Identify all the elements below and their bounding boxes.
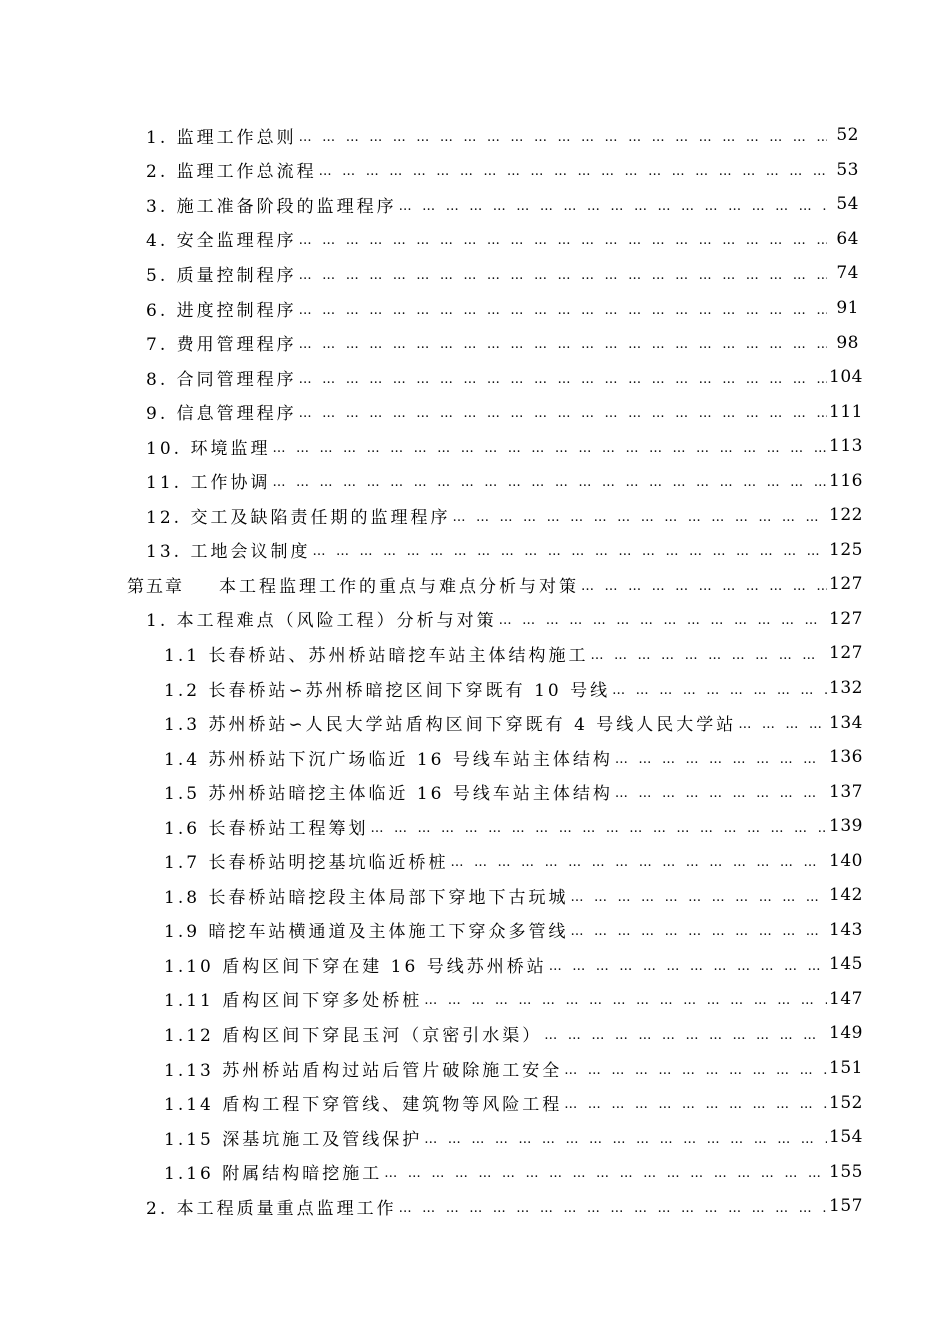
- toc-entry[interactable]: [0, 567, 950, 602]
- toc-page-number: 134: [829, 712, 863, 733]
- toc-title-text: 1.10 盾构区间下穿在建 16 号线苏州桥站: [164, 956, 547, 977]
- toc-title-text: 3. 施工准备阶段的监理程序: [146, 196, 397, 217]
- toc-page-number: 64: [836, 228, 859, 249]
- toc-entry[interactable]: [0, 222, 950, 257]
- toc-dot-leader: [570, 924, 827, 939]
- toc-page-number: 98: [836, 332, 859, 353]
- toc-page-number: 122: [829, 505, 863, 526]
- toc-entry[interactable]: [0, 878, 950, 913]
- toc-entry-title: [146, 503, 450, 528]
- toc-entry-title: [164, 1090, 562, 1115]
- toc-dot-leader: [299, 372, 827, 387]
- toc-dot-leader: [399, 199, 827, 214]
- toc-entry[interactable]: [0, 947, 950, 982]
- toc-title-text: 13. 工地会议制度: [146, 542, 311, 563]
- toc-dot-leader: [564, 1097, 827, 1112]
- toc-title-text: 1.6 长春桥站工程筹划: [164, 818, 369, 839]
- toc-entry[interactable]: [0, 982, 950, 1017]
- toc-chapter-label: 第五章: [127, 576, 184, 597]
- toc-dot-leader: [424, 1132, 827, 1147]
- toc-dot-leader: [299, 337, 827, 352]
- toc-page-number: 142: [829, 885, 863, 906]
- toc-title-text: 4. 安全监理程序: [146, 231, 297, 252]
- toc-page-number: 74: [836, 263, 859, 284]
- toc-entry[interactable]: [0, 809, 950, 844]
- toc-title-text: 1.9 暗挖车站横通道及主体施工下穿众多管线: [164, 922, 569, 943]
- toc-dot-leader: [299, 406, 827, 421]
- toc-entry[interactable]: [0, 360, 950, 395]
- toc-page-number: 136: [829, 747, 863, 768]
- toc-entry[interactable]: [0, 429, 950, 464]
- toc-dot-leader: [384, 1166, 827, 1181]
- toc-dot-leader: [570, 890, 827, 905]
- toc-dot-leader: [612, 683, 827, 698]
- toc-entry[interactable]: [0, 153, 950, 188]
- toc-page-number: 147: [829, 988, 863, 1009]
- toc-dot-leader: [424, 993, 827, 1008]
- toc-entry-title: [164, 883, 568, 908]
- toc-entry-title: [146, 1194, 397, 1219]
- toc-dot-leader: [615, 752, 827, 767]
- toc-page-number: 137: [829, 781, 863, 802]
- toc-entry-title: [164, 986, 422, 1011]
- toc-entry-title: [146, 468, 270, 493]
- toc-entry[interactable]: [0, 118, 950, 153]
- toc-title-text: 10. 环境监理: [146, 438, 271, 459]
- toc-page-number: 152: [829, 1092, 863, 1113]
- toc-entry[interactable]: [0, 187, 950, 222]
- toc-page-number: 149: [829, 1023, 863, 1044]
- toc-page-number: 132: [829, 678, 863, 699]
- toc-entry-title: [146, 330, 297, 355]
- toc-page-number: 91: [836, 298, 859, 318]
- toc-dot-leader: [272, 441, 827, 456]
- toc-page-number: 127: [829, 643, 863, 664]
- toc-dot-leader: [615, 786, 827, 801]
- toc-title-text: 1.4 苏州桥站下沉广场临近 16 号线车站主体结构: [164, 749, 613, 770]
- toc-page-number: 140: [829, 850, 863, 871]
- toc-entry[interactable]: [0, 498, 950, 533]
- toc-entry[interactable]: [0, 1016, 950, 1051]
- toc-title-text: 本工程监理工作的重点与难点分析与对策: [219, 576, 579, 597]
- toc-title-text: 6. 进度控制程序: [146, 300, 297, 321]
- toc-entry-title: [164, 676, 610, 701]
- toc-title-text: 1. 本工程难点（风险工程）分析与对策: [146, 611, 497, 632]
- toc-dot-leader: [319, 164, 827, 179]
- toc-title-text: 1.1 长春桥站、苏州桥站暗挖车站主体结构施工: [164, 645, 589, 666]
- toc-title-text: 1.12 盾构区间下穿昆玉河（京密引水渠）: [164, 1025, 543, 1046]
- toc-entry[interactable]: [0, 843, 950, 878]
- toc-page-number: 145: [829, 954, 863, 975]
- toc-entry-title: [164, 1021, 542, 1046]
- toc-dot-leader: [272, 475, 827, 490]
- toc-dot-leader: [299, 268, 827, 283]
- toc-title-text: 8. 合同管理程序: [146, 369, 297, 390]
- toc-title-text: 1.15 深基坑施工及管线保护: [164, 1129, 423, 1150]
- toc-title-text: 1.2 长春桥站∽苏州桥暗挖区间下穿既有 10 号线: [164, 680, 611, 701]
- toc-page-number: 52: [836, 125, 859, 146]
- toc-title-text: 9. 信息管理程序: [146, 404, 297, 425]
- toc-title-text: 5. 质量控制程序: [146, 265, 297, 286]
- toc-entry-title: [146, 192, 397, 217]
- toc-title-text: 1.8 长春桥站暗挖段主体局部下穿地下古玩城: [164, 887, 569, 908]
- toc-dot-leader: [299, 233, 827, 248]
- toc-entry[interactable]: [0, 1120, 950, 1155]
- toc-title-text: 2. 监理工作总流程: [146, 162, 317, 183]
- toc-title-text: 1. 监理工作总则: [146, 127, 297, 148]
- toc-page-number: 116: [829, 470, 863, 491]
- toc-entry[interactable]: [0, 671, 950, 706]
- toc-entry-title: [146, 537, 310, 562]
- toc-entry-title: [164, 848, 448, 873]
- toc-dot-leader: [564, 1063, 827, 1078]
- toc-title-text: 1.14 盾构工程下穿管线、建筑物等风险工程: [164, 1095, 563, 1116]
- toc-entry[interactable]: [0, 394, 950, 429]
- toc-entry[interactable]: [0, 740, 950, 775]
- toc-entry[interactable]: [0, 291, 950, 326]
- toc-title-text: 11. 工作协调: [146, 473, 271, 494]
- toc-dot-leader: [299, 303, 827, 318]
- toc-entry-title: [146, 606, 497, 631]
- toc-page-number: 111: [829, 401, 863, 422]
- toc-entry[interactable]: [0, 1085, 950, 1120]
- toc-dot-leader: [450, 855, 827, 870]
- toc-entry[interactable]: [0, 705, 950, 740]
- toc-entry[interactable]: [0, 1051, 950, 1086]
- toc-entry-title: [146, 399, 297, 424]
- toc-entry-title: [146, 157, 317, 182]
- toc-dot-leader: [452, 510, 827, 525]
- toc-title-text: 1.16 附属结构暗挖施工: [164, 1164, 383, 1185]
- toc-title-text: 1.11 盾构区间下穿多处桥桩: [164, 991, 423, 1012]
- toc-entry-title: [164, 1056, 562, 1081]
- toc-entry-title: [164, 917, 568, 942]
- toc-entry[interactable]: [0, 533, 950, 568]
- toc-entry-title: [146, 261, 297, 286]
- toc-entry[interactable]: [0, 913, 950, 948]
- toc-title-text: 1.5 苏州桥站暗挖主体临近 16 号线车站主体结构: [164, 784, 613, 805]
- toc-entry[interactable]: [0, 1189, 950, 1224]
- toc-dot-leader: [399, 1201, 827, 1216]
- toc-title-text: 1.3 苏州桥站∽人民大学站盾构区间下穿既有 4 号线人民大学站: [164, 715, 737, 736]
- toc-entry[interactable]: [0, 256, 950, 291]
- toc-dot-leader: [590, 648, 827, 663]
- toc-page-number: 113: [829, 436, 863, 457]
- toc-entry-title: [164, 814, 368, 839]
- toc-dot-leader: [370, 821, 827, 836]
- toc-entry-title: [164, 1125, 422, 1150]
- toc-entry-title: [164, 710, 736, 735]
- toc-entry[interactable]: [0, 636, 950, 671]
- toc-dot-leader: [549, 959, 827, 974]
- toc-page-number: 143: [829, 919, 863, 940]
- toc-entry-title: [146, 226, 297, 251]
- toc-title-text: 12. 交工及缺陷责任期的监理程序: [146, 507, 451, 528]
- toc-entry-title: [146, 123, 297, 148]
- table-of-contents: [0, 118, 950, 1224]
- toc-entry-title: [146, 296, 297, 321]
- toc-page-number: 54: [836, 194, 859, 215]
- toc-entry[interactable]: [0, 1154, 950, 1189]
- toc-entry-title: [164, 745, 613, 770]
- toc-entry[interactable]: [0, 463, 950, 498]
- toc-entry-title: [164, 641, 588, 666]
- toc-page-number: 157: [829, 1196, 863, 1217]
- toc-dot-leader: [738, 717, 827, 732]
- toc-page-number: 151: [829, 1058, 863, 1079]
- toc-dot-leader: [544, 1028, 827, 1043]
- toc-page-number: 125: [829, 539, 863, 560]
- toc-page-number: 139: [829, 816, 863, 837]
- toc-dot-leader: [299, 130, 827, 145]
- toc-page-number: 104: [829, 367, 863, 388]
- toc-entry[interactable]: [0, 774, 950, 809]
- toc-entry-title: [127, 572, 579, 597]
- toc-title-text: 1.13 苏州桥站盾构过站后管片破除施工安全: [164, 1060, 563, 1081]
- toc-entry-title: [146, 434, 270, 459]
- toc-page-number: 154: [829, 1127, 863, 1148]
- toc-dot-leader: [499, 613, 827, 628]
- toc-entry-title: [164, 1159, 382, 1184]
- toc-dot-leader: [312, 544, 827, 559]
- toc-entry-title: [146, 365, 297, 390]
- toc-entry[interactable]: [0, 602, 950, 637]
- toc-page-number: 127: [829, 608, 863, 629]
- toc-page-number: 127: [829, 574, 863, 595]
- toc-entry-title: [164, 952, 547, 977]
- toc-dot-leader: [581, 579, 827, 594]
- toc-page-number: 155: [829, 1161, 863, 1182]
- toc-entry[interactable]: [0, 325, 950, 360]
- toc-title-text: 2. 本工程质量重点监理工作: [146, 1198, 397, 1219]
- toc-entry-title: [164, 779, 613, 804]
- toc-title-text: 7. 费用管理程序: [146, 335, 297, 356]
- toc-title-text: 1.7 长春桥站明挖基坑临近桥桩: [164, 853, 449, 874]
- toc-page-number: 53: [836, 159, 859, 180]
